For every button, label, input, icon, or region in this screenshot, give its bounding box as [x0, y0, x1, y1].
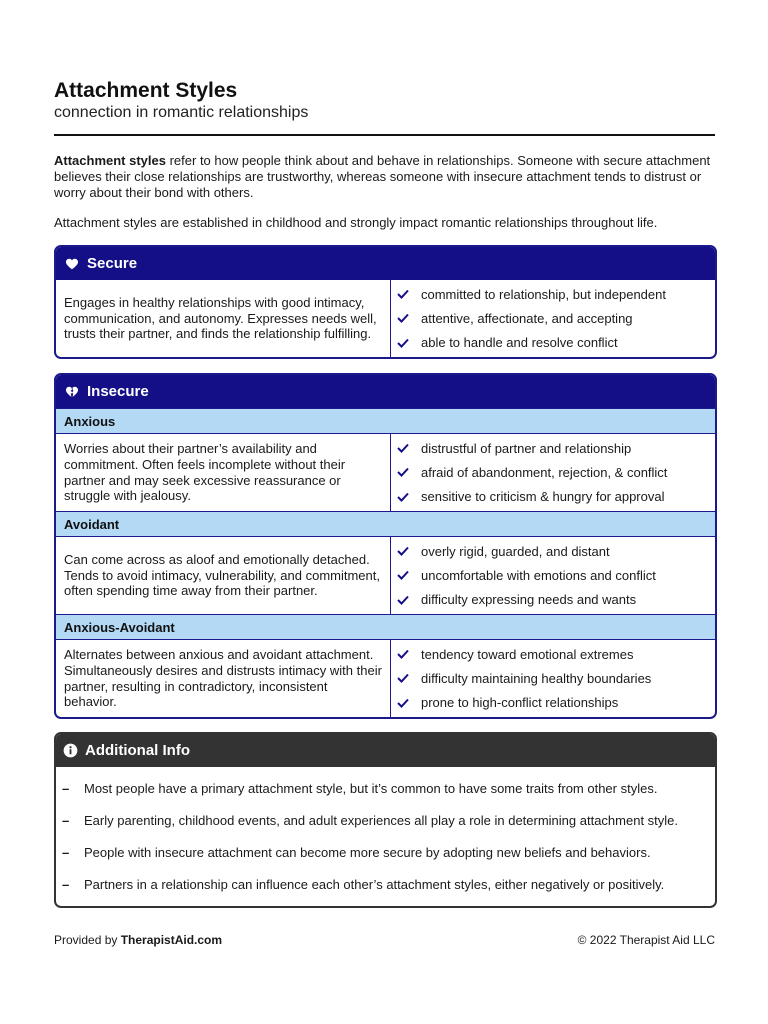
anxious-row	[56, 434, 715, 511]
avoidant-description: Can come across as aloof and emotionally detached. Tends to avoid intimacy, vulnerability, and commitment, often spending time away from their partner.	[56, 537, 391, 614]
list-item: – Early parenting, childhood events, and adult experiences all play a role in determining attachment style.	[62, 812, 679, 828]
intro-term: Attachment styles	[54, 153, 166, 168]
list-item: – People with insecure attachment can become more secure by adopting new beliefs and behaviors.	[62, 844, 651, 860]
additional-info-card	[54, 732, 717, 908]
insecure-header	[56, 375, 715, 408]
additional-info-header	[56, 734, 715, 767]
trait-item: distrustful of partner and relationship	[397, 436, 715, 460]
list-item: – Most people have a primary attachment style, but it’s common to have some traits from other styles.	[62, 780, 658, 796]
check-icon	[397, 570, 409, 580]
additional-info-list	[56, 767, 715, 906]
trait-item: afraid of abandonment, rejection, & conflict	[397, 460, 715, 484]
anxious-avoidant-traits	[391, 640, 715, 717]
anxious-traits	[391, 434, 715, 511]
check-icon	[397, 649, 409, 659]
trait-item: able to handle and resolve conflict	[397, 331, 715, 355]
anxious-description: Worries about their partner’s availability and commitment. Often feels incomplete without their partner and may seek excessive reassurance or struggle with jealousy.	[56, 434, 391, 511]
intro-text: refer to how people think about and behave in relationships. Someone with secure attachment believes their close relationships are trustworthy, whereas someone with insecure attachment tends to distrust or worry about their bond with others.	[54, 153, 711, 200]
list-item: – Partners in a relationship can influence each other’s attachment styles, either negatively or positively.	[62, 876, 665, 892]
insecure-title: Insecure	[87, 383, 149, 400]
anxious-subheader: Anxious	[56, 408, 715, 434]
title-divider	[54, 134, 715, 136]
secure-row	[56, 280, 715, 357]
anxious-avoidant-row	[56, 640, 715, 717]
check-icon	[397, 467, 409, 477]
brand-link[interactable]: TherapistAid.com	[120, 933, 223, 947]
copyright: © 2022 Therapist Aid LLC	[577, 933, 715, 947]
trait-item: difficulty expressing needs and wants	[397, 588, 715, 612]
insecure-card	[54, 373, 717, 719]
trait-item: overly rigid, guarded, and distant	[397, 539, 715, 563]
check-icon	[397, 492, 409, 502]
secure-description: Engages in healthy relationships with good intimacy, communication, and autonomy. Expresses needs well, trusts their partner, and finds the relationship fulfilling.	[56, 280, 391, 357]
check-icon	[397, 595, 409, 605]
avoidant-row	[56, 537, 715, 614]
trait-item: sensitive to criticism & hungry for approval	[397, 485, 715, 509]
check-icon	[397, 338, 409, 348]
trait-item: attentive, affectionate, and accepting	[397, 306, 715, 330]
check-icon	[397, 673, 409, 683]
secure-card	[54, 245, 717, 359]
broken-heart-icon	[65, 385, 79, 399]
secure-traits	[391, 280, 715, 357]
avoidant-subheader: Avoidant	[56, 511, 715, 537]
trait-item: uncomfortable with emotions and conflict	[397, 563, 715, 587]
check-icon	[397, 698, 409, 708]
anxious-avoidant-description: Alternates between anxious and avoidant attachment. Simultaneously desires and distrusts intimacy with their partner, resulting in contradictory, inconsistent behavior.	[56, 640, 391, 717]
heart-icon	[65, 257, 79, 271]
check-icon	[397, 546, 409, 556]
check-icon	[397, 443, 409, 453]
footer	[54, 933, 715, 947]
intro-paragraph	[54, 153, 715, 200]
page-subtitle: connection in romantic relationships	[54, 104, 309, 121]
secure-header	[56, 247, 715, 280]
provided-by: Provided by TherapistAid.com	[54, 933, 223, 947]
trait-item: difficulty maintaining healthy boundaries	[397, 666, 715, 690]
check-icon	[397, 289, 409, 299]
secure-title: Secure	[87, 255, 138, 272]
anxious-avoidant-subheader: Anxious-Avoidant	[56, 614, 715, 640]
trait-item: committed to relationship, but independent	[397, 282, 715, 306]
trait-item: prone to high-conflict relationships	[397, 691, 715, 715]
info-icon	[63, 743, 78, 758]
avoidant-traits	[391, 537, 715, 614]
additional-info-title: Additional Info	[85, 742, 190, 759]
page-title: Attachment Styles	[54, 79, 238, 102]
check-icon	[397, 313, 409, 323]
intro-paragraph-2: Attachment styles are established in childhood and strongly impact romantic relationships throughout life.	[54, 215, 658, 230]
trait-item: tendency toward emotional extremes	[397, 642, 715, 666]
